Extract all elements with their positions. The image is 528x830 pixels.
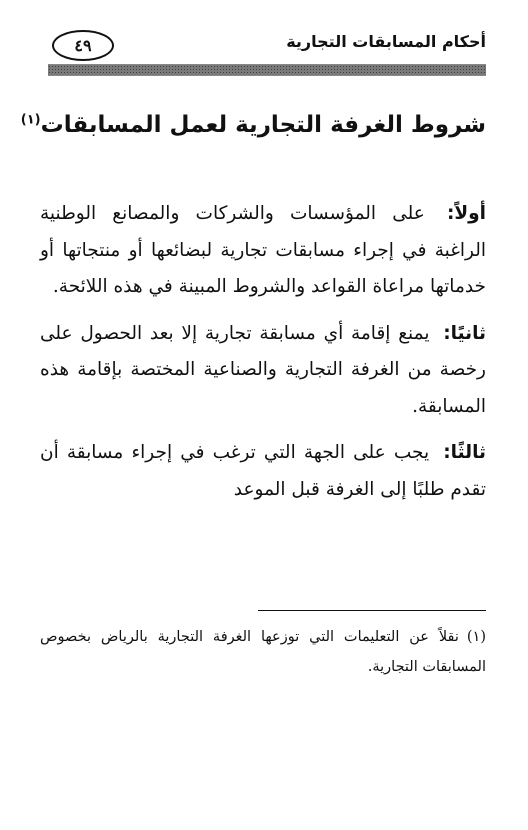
header-rule [48, 64, 486, 76]
page-header [48, 30, 486, 76]
paragraph-third [40, 435, 486, 508]
page-number-badge [52, 30, 114, 61]
paragraph-lead: أولاً: [446, 203, 486, 224]
body-text [40, 196, 486, 518]
paragraph-text: يمنع إقامة أي مسابقة تجارية إلا بعد الحصول على رخصة من الغرفة التجارية والصناعية المختصة بإقامة هذه المسابقة. [40, 322, 486, 417]
running-title: أحكام المسابقات التجارية [286, 32, 486, 51]
footnote-marker: (١) [466, 629, 486, 645]
section-title [20, 112, 486, 138]
footnote [40, 622, 486, 682]
paragraph-first [40, 196, 486, 306]
footnote-separator [258, 610, 486, 611]
section-title-text: شروط الغرفة التجارية لعمل المسابقات [40, 112, 486, 138]
footnote-reference: (١) [20, 112, 41, 128]
paragraph-lead: ثالثًا: [443, 442, 486, 463]
paragraph-lead: ثانيًا: [443, 322, 486, 344]
footnote-text: نقلاً عن التعليمات التي توزعها الغرفة التجارية بالرياض بخصوص المسابقات التجارية. [40, 629, 486, 675]
page-number: ٤٩ [74, 35, 92, 55]
paragraph-text: على المؤسسات والشركات والمصانع الوطنية الراغبة في إجراء مسابقات تجارية لبضائعها أو منتجاتها أو خدماتها مراعاة القواعد والشروط المبينة في هذه اللائحة. [40, 203, 486, 297]
paragraph-second [40, 316, 486, 426]
paragraph-text: يجب على الجهة التي ترغب في إجراء مسابقة أن تقدم طلبًا إلى الغرفة قبل الموعد [40, 442, 486, 500]
